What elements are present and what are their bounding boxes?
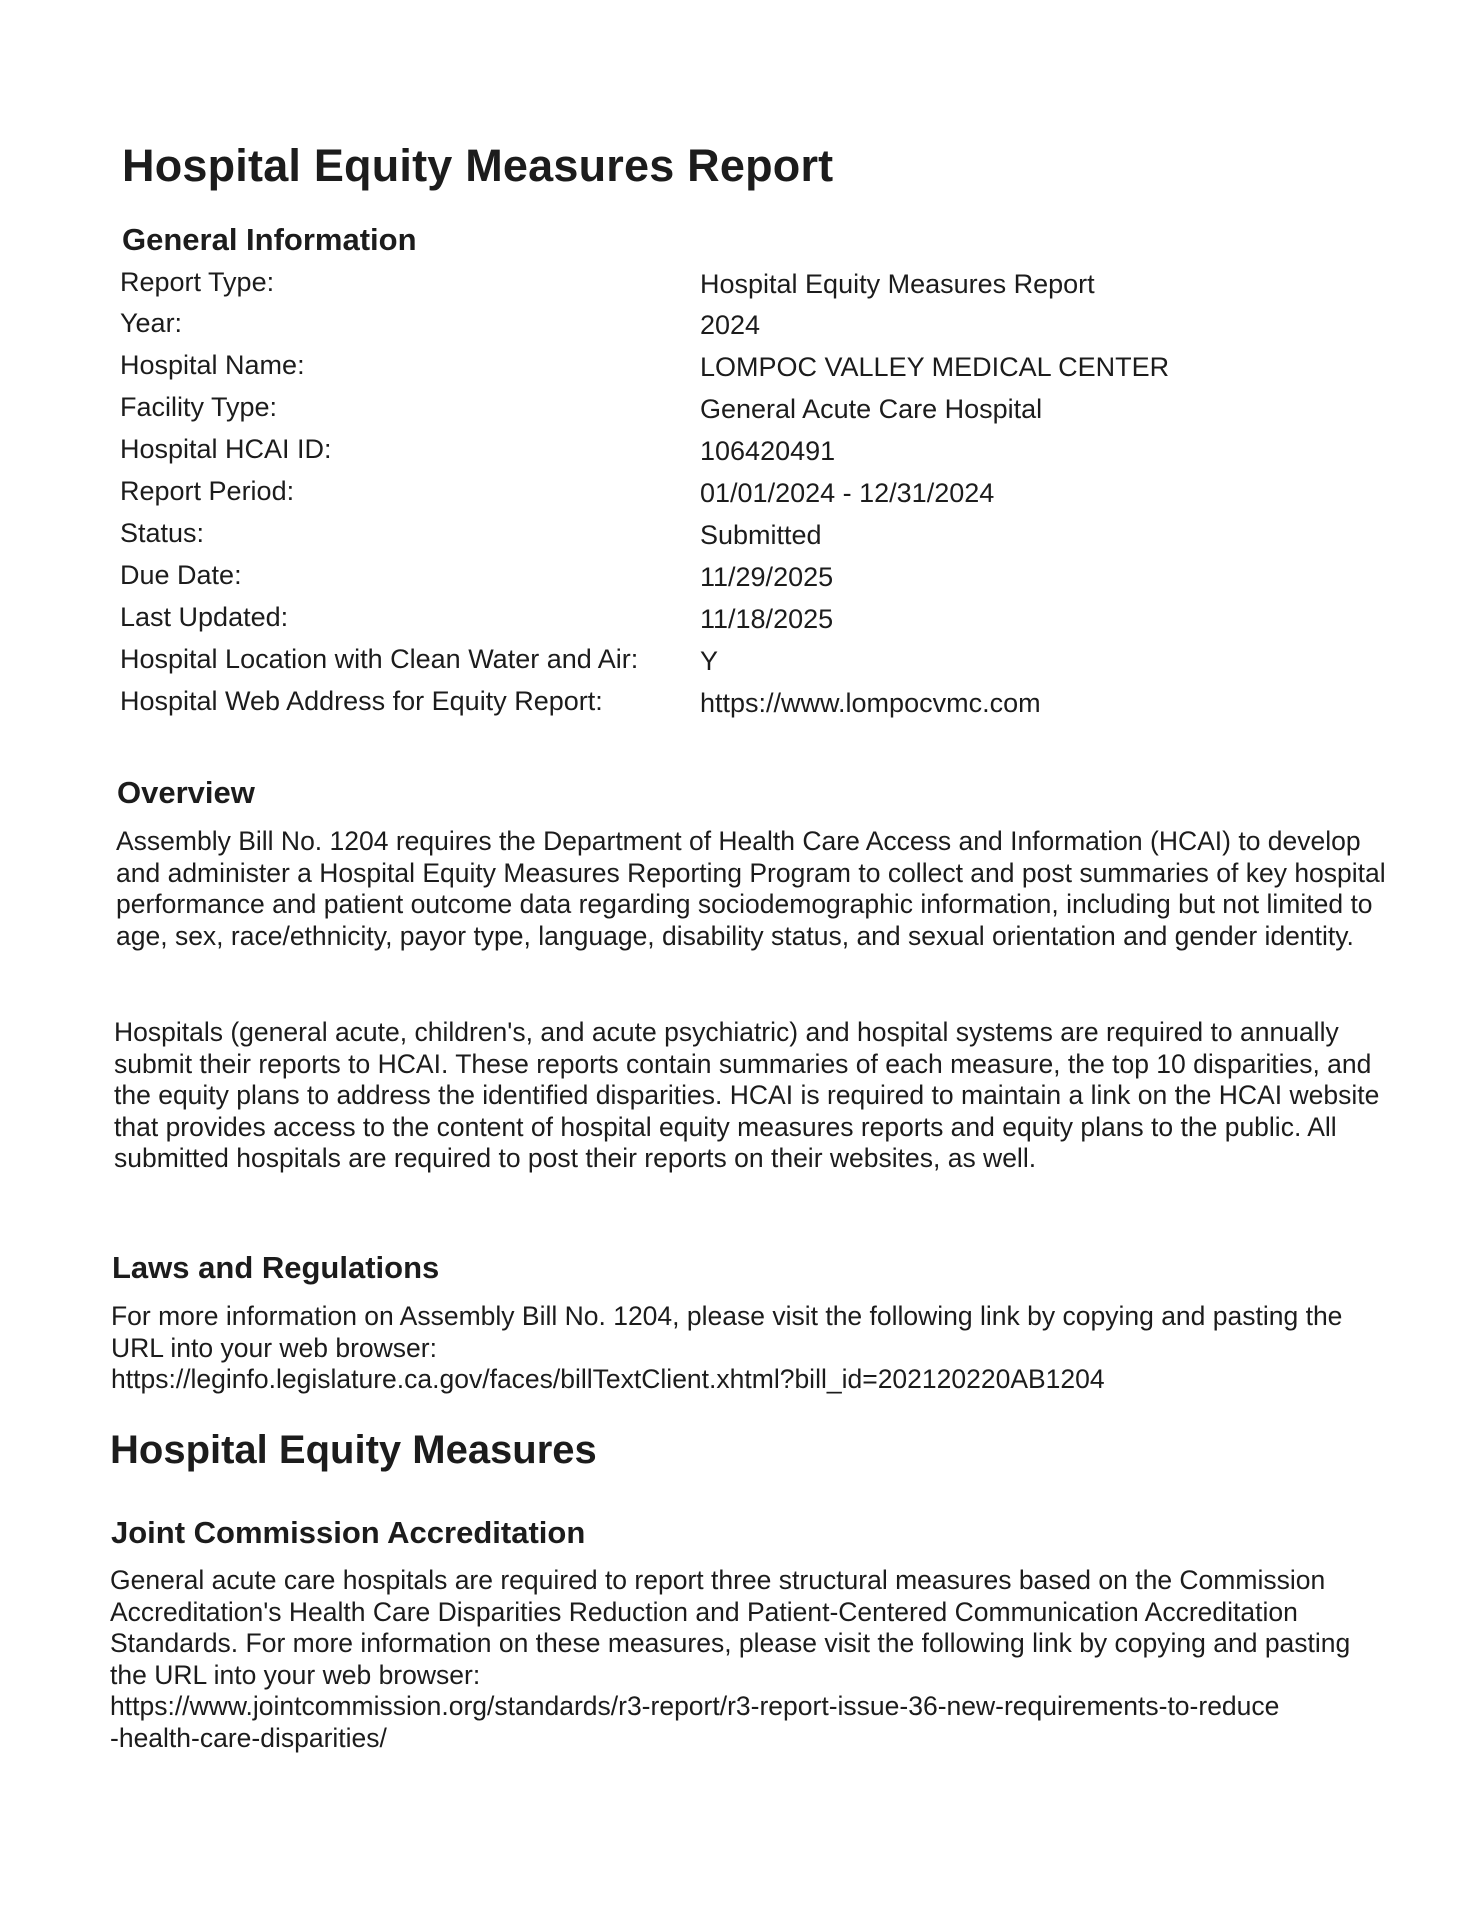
info-value: Submitted	[700, 520, 822, 550]
overview-paragraph-2: Hospitals (general acute, children's, and acute psychiatric) and hospital systems are required to annually submit their reports to HCAI. These reports contain summaries of each measure, the top 10 disparities, and the equity plans to address the identified disparities. HCAI is required to maintain a link on the HCAI website that provides access to the content of hospital equity measures reports and equity plans to the public. All submitted hospitals are required to post their reports on their websites, as well.	[114, 1017, 1380, 1173]
info-label: Due Date:	[120, 560, 242, 590]
info-label: Report Type:	[120, 267, 275, 297]
info-row-year	[120, 308, 1220, 350]
joint-commission-url-line-2: -health-care-disparities/	[110, 1722, 387, 1753]
info-label: Status:	[120, 518, 205, 548]
info-row-status	[120, 518, 1220, 560]
laws-paragraph	[111, 1301, 1381, 1396]
info-value: 2024	[700, 310, 761, 340]
info-label: Year:	[120, 308, 183, 338]
info-label: Hospital HCAI ID:	[120, 434, 332, 464]
info-row-facility-type	[120, 392, 1220, 434]
general-information-heading: General Information	[122, 222, 417, 257]
info-label: Last Updated:	[120, 602, 289, 632]
measures-title: Hospital Equity Measures	[110, 1428, 597, 1472]
laws-heading: Laws and Regulations	[112, 1250, 440, 1285]
info-row-report-type	[120, 267, 1220, 308]
info-value: Hospital Equity Measures Report	[700, 269, 1095, 299]
info-row-web-address	[120, 686, 1220, 728]
info-value: https://www.lompocvmc.com	[700, 688, 1041, 718]
joint-commission-heading: Joint Commission Accreditation	[111, 1515, 586, 1550]
joint-commission-url-line-1: https://www.jointcommission.org/standards/r3-report/r3-report-issue-36-new-requirements-to-reduce	[110, 1691, 1280, 1721]
general-information-table	[120, 267, 1220, 728]
info-value: 11/29/2025	[700, 562, 834, 592]
info-value: LOMPOC VALLEY MEDICAL CENTER	[700, 352, 1170, 382]
info-value: General Acute Care Hospital	[700, 394, 1043, 424]
info-value: 01/01/2024 - 12/31/2024	[700, 478, 995, 508]
info-label: Facility Type:	[120, 392, 278, 422]
info-label: Hospital Location with Clean Water and Air:	[120, 644, 639, 674]
joint-commission-text: General acute care hospitals are required to report three structural measures based on the Commission Accreditation's Health Care Disparities Reduction and Patient-Centered Communication Accreditation Standards. For more information on these measures, please visit the following link by copying and pasting the URL into your web browser:	[110, 1565, 1351, 1690]
overview-paragraph-1: Assembly Bill No. 1204 requires the Department of Health Care Access and Information (HCAI) to develop and administer a Hospital Equity Measures Reporting Program to collect and post summaries of key hospital performance and patient outcome data regarding sociodemographic information, including but not limited to age, sex, race/ethnicity, payor type, language, disability status, and sexual orientation and gender identity.	[116, 826, 1386, 951]
overview-heading: Overview	[117, 775, 255, 810]
info-label: Report Period:	[120, 476, 295, 506]
info-row-hcai-id	[120, 434, 1220, 476]
info-row-last-updated	[120, 602, 1220, 644]
info-value: Y	[700, 646, 719, 676]
laws-url: https://leginfo.legislature.ca.gov/faces/billTextClient.xhtml?bill_id=202120220AB1204	[111, 1364, 1105, 1394]
info-value: 106420491	[700, 436, 836, 466]
info-row-hospital-name	[120, 350, 1220, 392]
info-value: 11/18/2025	[700, 604, 834, 634]
info-label: Hospital Web Address for Equity Report:	[120, 686, 603, 716]
joint-commission-paragraph	[110, 1565, 1380, 1754]
page-title: Hospital Equity Measures Report	[122, 140, 834, 191]
laws-text: For more information on Assembly Bill No. 1204, please visit the following link by copying and pasting the URL into your web browser:	[111, 1301, 1343, 1363]
info-row-due-date	[120, 560, 1220, 602]
info-label: Hospital Name:	[120, 350, 305, 380]
info-row-clean-water-air	[120, 644, 1220, 686]
info-row-report-period	[120, 476, 1220, 518]
